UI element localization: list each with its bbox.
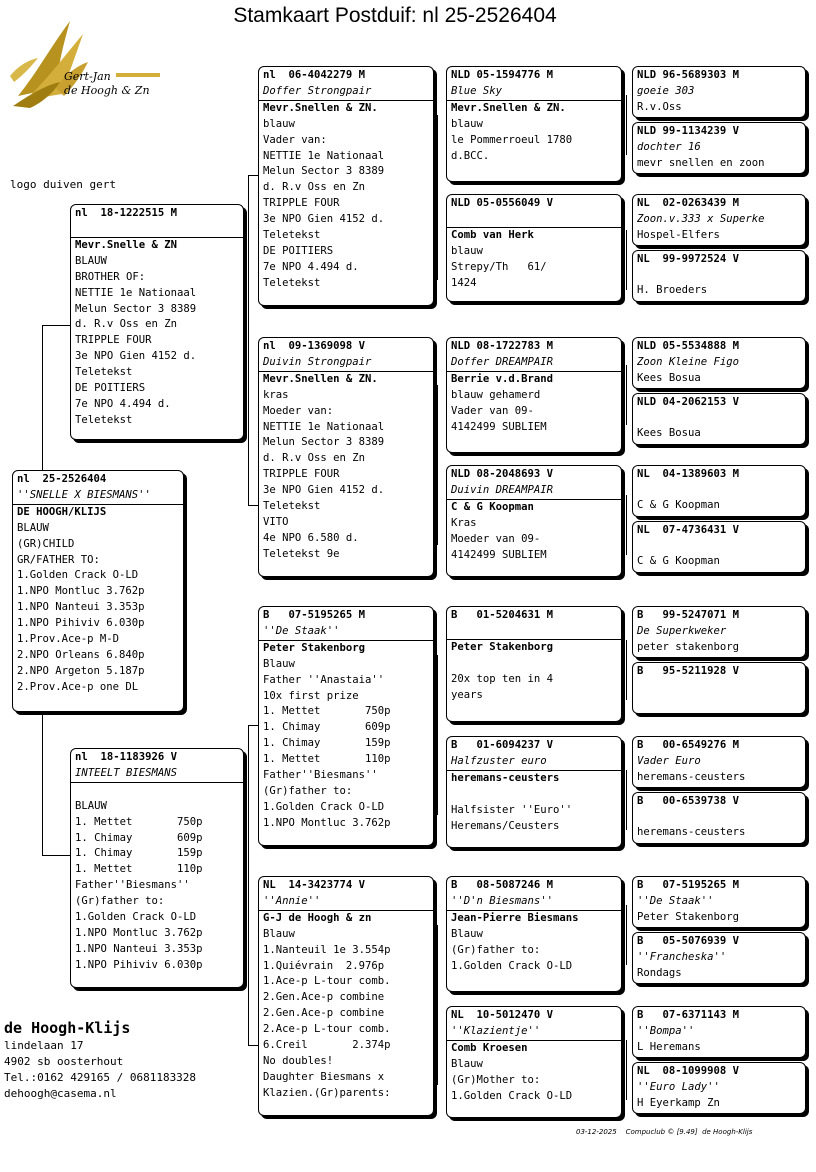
- pedigree-text-line: (GR)CHILD: [17, 537, 75, 550]
- owner-email: dehoogh@casema.nl: [4, 1087, 117, 1100]
- pedigree-text-line: Father''Biesmans'': [263, 769, 378, 782]
- pedigree-text-line: 1.Golden Crack O-LD: [263, 800, 385, 813]
- pigeon-name: [447, 212, 621, 228]
- pigeon-name: [637, 810, 801, 825]
- pedigree-text-line: C & G Koopman: [637, 554, 720, 567]
- breeder-name: Peter Stakenborg: [263, 641, 366, 654]
- pedigree-text-line: Father''Biesmans'': [75, 879, 190, 892]
- breeder-name: heremans-ceusters: [451, 771, 560, 784]
- breeder-name: Mevr.Snellen & ZN.: [451, 101, 566, 114]
- ring-number: NLD 08-2048693 V: [451, 468, 554, 480]
- pedigree-text-line: Kees Bosua: [637, 371, 701, 384]
- pedigree-card: [446, 337, 622, 453]
- pedigree-text-line: blauw: [263, 117, 295, 130]
- breeder-name: Comb Kroesen: [451, 1041, 528, 1054]
- pedigree-text-line: 1.NPO Pihiviv 6.030p: [17, 617, 145, 630]
- pedigree-text-line: Blauw: [263, 927, 295, 940]
- pedigree-text-line: d.BCC.: [451, 149, 490, 162]
- pigeon-name: dochter 16: [637, 140, 701, 153]
- pedigree-card: [258, 337, 434, 577]
- pedigree-text-line: Teletekst: [75, 413, 133, 426]
- ring-number: B 07-5195265 M: [637, 879, 740, 891]
- ring-number: B 07-5195265 M: [263, 609, 366, 621]
- pedigree-text-line: 1.Quiévrain 2.976p: [263, 959, 385, 972]
- pedigree-text-line: Blauw: [451, 1057, 483, 1070]
- pedigree-card: [632, 736, 806, 788]
- pedigree-card: [70, 748, 244, 988]
- pedigree-card: [70, 204, 244, 440]
- pedigree-text-line: d. R.v Oss en Zn: [263, 452, 366, 465]
- pedigree-card: [258, 66, 434, 306]
- pedigree-text-line: 2.Gen.Ace-p combine: [263, 1007, 385, 1020]
- ring-number: B 00-6539738 V: [637, 795, 740, 807]
- pedigree-text-line: Teletekst: [263, 500, 321, 513]
- pedigree-text-line: Teletekst 9e: [263, 547, 340, 560]
- pedigree-text-line: 4142499 SUBLIEM: [451, 420, 547, 433]
- ring-number: nl 09-1369098 V: [263, 340, 366, 352]
- breeder-name: Berrie v.d.Brand: [451, 372, 554, 385]
- pedigree-text-line: (Gr)father to:: [263, 784, 353, 797]
- connector: [626, 95, 627, 155]
- pigeon-name: Zoon Kleine Figo: [637, 355, 740, 368]
- pedigree-card: [258, 606, 434, 846]
- pedigree-text-line: 3e NPO Gien 4152 d.: [75, 350, 197, 363]
- pedigree-card: [446, 876, 622, 992]
- connector: [437, 385, 438, 545]
- pedigree-card: [632, 1006, 806, 1058]
- pedigree-text-line: Blauw: [263, 657, 295, 670]
- pedigree-text-line: peter stakenborg: [637, 640, 740, 653]
- pedigree-text-line: Heremans/Ceusters: [451, 819, 560, 832]
- pigeon-name: Halfzuster euro: [447, 754, 621, 771]
- owner-name: de Hoogh-Klijs: [4, 1019, 131, 1037]
- pigeon-name: ''Francheska'': [637, 950, 727, 963]
- pedigree-text-line: 4142499 SUBLIEM: [451, 548, 547, 561]
- pedigree-text-line: 1.Golden Crack O-LD: [75, 911, 197, 924]
- club-logo: [8, 16, 168, 116]
- pigeon-name: ''D'n Biesmans'': [447, 894, 621, 911]
- ring-number: NL 14-3423774 V: [263, 879, 366, 891]
- pedigree-text-line: C & G Koopman: [637, 498, 720, 511]
- pedigree-text-line: R.v.Oss: [637, 100, 682, 113]
- pedigree-text-line: 4e NPO 6.580 d.: [263, 531, 359, 544]
- breeder-name: Mevr.Snellen & ZN.: [263, 101, 378, 114]
- pedigree-text-line: DE POITIERS: [263, 244, 334, 257]
- pedigree-text-line: 1. Chimay 609p: [263, 721, 391, 734]
- connector: [248, 175, 249, 505]
- pedigree-text-line: Teletekst: [75, 366, 133, 379]
- pedigree-text-line: heremans-ceusters: [637, 770, 746, 783]
- pedigree-card: [632, 521, 806, 573]
- pedigree-card: [12, 470, 184, 712]
- pedigree-text-line: Teletekst: [263, 229, 321, 242]
- pedigree-text-line: 7e NPO 4.494 d.: [263, 260, 359, 273]
- pigeon-name: Doffer Strongpair: [259, 84, 433, 101]
- pedigree-text-line: 2.NPO Argeton 5.187p: [17, 664, 145, 677]
- pedigree-text-line: Melun Sector 3 8389: [75, 302, 197, 315]
- pedigree-text-line: 1. Mettet 750p: [263, 705, 391, 718]
- pedigree-text-line: TRIPPLE FOUR: [263, 197, 340, 210]
- pedigree-text-line: (Gr)Mother to:: [451, 1073, 541, 1086]
- pedigree-text-line: d. R.v Oss en Zn: [75, 318, 178, 331]
- pedigree-text-line: 1. Mettet 110p: [75, 863, 203, 876]
- pedigree-card: [632, 393, 806, 445]
- pedigree-text-line: 1.Prov.Ace-p M-D: [17, 633, 120, 646]
- owner-address-line: lindelaan 17: [4, 1039, 84, 1052]
- pedigree-card: [446, 194, 622, 302]
- pedigree-text-line: TRIPPLE FOUR: [75, 334, 152, 347]
- connector: [626, 1040, 627, 1100]
- pedigree-text-line: 1.Nanteuil 1e 3.554p: [263, 943, 391, 956]
- pedigree-text-line: Teletekst: [263, 276, 321, 289]
- breeder-name: G-J de Hoogh & zn: [263, 911, 372, 924]
- breeder-name: Mevr.Snelle & ZN: [75, 238, 178, 251]
- pedigree-text-line: le Pommerroeul 1780: [451, 133, 573, 146]
- pedigree-card: [632, 465, 806, 517]
- connector: [626, 640, 627, 700]
- pedigree-text-line: blauw: [451, 244, 483, 257]
- pedigree-text-line: DE POITIERS: [75, 382, 146, 395]
- pedigree-text-line: 1424: [451, 276, 477, 289]
- ring-number: NL 10-5012470 V: [451, 1009, 554, 1021]
- pigeon-name: Duivin DREAMPAIR: [447, 483, 621, 500]
- page-title: Stamkaart Postduif: nl 25-2526404: [233, 4, 557, 27]
- pedigree-text-line: VITO: [263, 515, 289, 528]
- pedigree-text-line: 1.NPO Montluc 3.762p: [17, 585, 145, 598]
- pigeon-name: ''De Staak'': [259, 624, 433, 641]
- pedigree-text-line: 1.NPO Nanteui 3.353p: [75, 942, 203, 955]
- pigeon-name: [637, 539, 801, 554]
- pedigree-text-line: Father ''Anastaia'': [263, 673, 385, 686]
- pedigree-text-line: Kees Bosua: [637, 426, 701, 439]
- pigeon-name: Duivin Strongpair: [259, 355, 433, 372]
- pigeon-name: Zoon.v.333 x Superke: [637, 212, 765, 225]
- ring-number: NL 07-4736431 V: [637, 524, 740, 536]
- pedigree-text-line: Rondags: [637, 966, 682, 979]
- pedigree-text-line: blauw: [451, 117, 483, 130]
- pigeon-name: ''Annie'': [259, 894, 433, 911]
- pigeon-name: goeie 303: [637, 84, 695, 97]
- pedigree-text-line: H. Broeders: [637, 283, 708, 296]
- pigeon-name: ''Bompa'': [637, 1024, 695, 1037]
- pedigree-card: [446, 736, 622, 848]
- pedigree-card: [632, 66, 806, 118]
- owner-address-line: 4902 sb oosterhout: [4, 1055, 124, 1068]
- pedigree-text-line: [451, 787, 617, 803]
- pigeon-name: [637, 268, 801, 283]
- pigeon-name: [447, 624, 621, 640]
- pigeon-name: [637, 411, 801, 426]
- ring-number: B 07-6371143 M: [637, 1009, 740, 1021]
- owner-phone: Tel.:0162 429165 / 0681183328: [4, 1071, 197, 1084]
- connector: [626, 365, 627, 425]
- pedigree-text-line: 1.NPO Montluc 3.762p: [75, 926, 203, 939]
- footer-credit: 03-12-2025 Compuclub © [9.49] de Hoogh-Klijs: [576, 1128, 753, 1136]
- breeder-name: Peter Stakenborg: [451, 640, 554, 653]
- pedigree-text-line: NETTIE 1e Nationaal: [75, 286, 197, 299]
- pedigree-text-line: 3e NPO Gien 4152 d.: [263, 213, 385, 226]
- dove-icon: [8, 16, 168, 116]
- pedigree-text-line: No doubles!: [263, 1054, 334, 1067]
- pedigree-text-line: 2.Gen.Ace-p combine: [263, 991, 385, 1004]
- connector: [42, 325, 70, 326]
- pedigree-card: [632, 122, 806, 174]
- ring-number: NL 02-0263439 M: [637, 197, 740, 209]
- pedigree-card: [446, 1006, 622, 1118]
- ring-number: NLD 99-1134239 V: [637, 125, 740, 137]
- pedigree-card: [632, 337, 806, 389]
- pigeon-name: Blue Sky: [447, 84, 621, 101]
- pedigree-text-line: Moeder van:: [263, 404, 334, 417]
- pedigree-text-line: 1. Chimay 609p: [75, 831, 203, 844]
- pedigree-card: [446, 606, 622, 722]
- ring-number: B 00-6549276 M: [637, 739, 740, 751]
- pedigree-text-line: NETTIE 1e Nationaal: [263, 149, 385, 162]
- pedigree-text-line: 1.NPO Montluc 3.762p: [263, 816, 391, 829]
- pedigree-text-line: BLAUW: [75, 254, 107, 267]
- ring-number: nl 18-1183926 V: [75, 751, 178, 763]
- pedigree-text-line: Blauw: [451, 927, 483, 940]
- pedigree-text-line: Moeder van 09-: [451, 532, 541, 545]
- ring-number: B 01-6094237 V: [451, 739, 554, 751]
- pedigree-text-line: Daughter Biesmans x: [263, 1070, 385, 1083]
- ring-number: NL 08-1099908 V: [637, 1065, 740, 1077]
- connector: [626, 230, 627, 290]
- logo-line1: Gert-Jan: [64, 70, 111, 83]
- pedigree-text-line: 1.Golden Crack O-LD: [451, 959, 573, 972]
- connector: [248, 175, 258, 176]
- connector: [437, 115, 438, 280]
- ring-number: NL 99-9972524 V: [637, 253, 740, 265]
- pedigree-text-line: Hospel-Elfers: [637, 228, 720, 241]
- owner-address-block: [4, 1018, 196, 1102]
- ring-number: B 01-5204631 M: [451, 609, 554, 621]
- pedigree-text-line: Vader van 09-: [451, 404, 534, 417]
- pedigree-text-line: (Gr)father to:: [451, 943, 541, 956]
- pedigree-text-line: TRIPPLE FOUR: [263, 468, 340, 481]
- pedigree-text-line: 2.Prov.Ace-p one DL: [17, 680, 139, 693]
- pigeon-name: INTEELT BIESMANS: [71, 766, 243, 783]
- ring-number: B 95-5211928 V: [637, 665, 740, 677]
- pedigree-text-line: blauw gehamerd: [451, 388, 541, 401]
- pedigree-text-line: [75, 783, 239, 799]
- pedigree-text-line: 2.NPO Orleans 6.840p: [17, 648, 145, 661]
- pedigree-text-line: (Gr)father to:: [75, 895, 165, 908]
- ring-number: NLD 05-1594776 M: [451, 69, 554, 81]
- ring-number: NLD 08-1722783 M: [451, 340, 554, 352]
- pedigree-text-line: 7e NPO 4.494 d.: [75, 397, 171, 410]
- connector: [42, 855, 70, 856]
- ring-number: NLD 05-5534888 M: [637, 340, 740, 352]
- ring-number: B 08-5087246 M: [451, 879, 554, 891]
- connector: [437, 655, 438, 815]
- pedigree-text-line: 1. Mettet 750p: [75, 815, 203, 828]
- pigeon-name: [71, 222, 243, 238]
- pedigree-card: [632, 792, 806, 844]
- connector: [626, 495, 627, 555]
- pedigree-card: [632, 606, 806, 658]
- breeder-name: Comb van Herk: [451, 228, 534, 241]
- pedigree-text-line: H Eyerkamp Zn: [637, 1096, 720, 1109]
- connector: [42, 325, 43, 470]
- connector: [248, 725, 258, 726]
- pedigree-text-line: Kras: [451, 516, 477, 529]
- pigeon-name: [637, 680, 801, 695]
- ring-number: B 99-5247071 M: [637, 609, 740, 621]
- pedigree-text-line: Halfsister ''Euro'': [451, 803, 573, 816]
- pedigree-text-line: Klazien.(Gr)parents:: [263, 1086, 391, 1099]
- connector: [248, 505, 258, 506]
- pedigree-text-line: 1.NPO Nanteui 3.353p: [17, 601, 145, 614]
- pedigree-text-line: [637, 695, 801, 711]
- pigeon-name: ''De Staak'': [637, 894, 714, 907]
- pedigree-text-line: 3e NPO Gien 4152 d.: [263, 484, 385, 497]
- ring-number: NLD 05-0556049 V: [451, 197, 554, 209]
- pedigree-card: [258, 876, 434, 1116]
- pedigree-text-line: 1. Chimay 159p: [263, 737, 391, 750]
- pedigree-text-line: BROTHER OF:: [75, 270, 146, 283]
- pigeon-name: ''Euro Lady'': [637, 1080, 720, 1093]
- ring-number: NLD 04-2062153 V: [637, 396, 740, 408]
- connector: [248, 1045, 258, 1046]
- pedigree-text-line: Peter Stakenborg: [637, 910, 740, 923]
- pedigree-text-line: mevr snellen en zoon: [637, 156, 765, 169]
- pedigree-text-line: GR/FATHER TO:: [17, 553, 100, 566]
- pedigree-text-line: L Heremans: [637, 1040, 701, 1053]
- connector: [437, 925, 438, 1085]
- pedigree-text-line: d. R.v Oss en Zn: [263, 181, 366, 194]
- pigeon-name: [637, 483, 801, 498]
- breeder-name: Mevr.Snellen & ZN.: [263, 372, 378, 385]
- pedigree-text-line: Melun Sector 3 8389: [263, 436, 385, 449]
- pedigree-card: [632, 876, 806, 928]
- connector: [626, 905, 627, 965]
- pedigree-text-line: 20x top ten in 4: [451, 672, 554, 685]
- pedigree-text-line: Vader van:: [263, 133, 327, 146]
- breeder-name: DE HOOGH/KLIJS: [17, 505, 107, 518]
- pigeon-name: De Superkweker: [637, 624, 727, 637]
- pedigree-text-line: years: [451, 688, 483, 701]
- pedigree-text-line: BLAUW: [17, 521, 49, 534]
- connector: [42, 710, 43, 855]
- pedigree-text-line: 1. Mettet 110p: [263, 753, 391, 766]
- pedigree-card: [632, 194, 806, 246]
- pigeon-name: ''Klazientje'': [447, 1024, 621, 1041]
- pedigree-card: [446, 66, 622, 182]
- pedigree-text-line: 1. Chimay 159p: [75, 847, 203, 860]
- pedigree-text-line: Melun Sector 3 8389: [263, 165, 385, 178]
- pedigree-card: [446, 465, 622, 577]
- pedigree-text-line: kras: [263, 388, 289, 401]
- pedigree-card: [632, 932, 806, 984]
- pedigree-text-line: heremans-ceusters: [637, 825, 746, 838]
- logo-line2: de Hoogh & Zn: [64, 84, 150, 97]
- pedigree-text-line: 1.Ace-p L-tour comb.: [263, 975, 391, 988]
- logo-caption: logo duiven gert: [10, 178, 116, 191]
- pedigree-card: [632, 250, 806, 302]
- pedigree-card: [632, 662, 806, 714]
- pedigree-text-line: 6.Creil 2.374p: [263, 1039, 391, 1052]
- breeder-name: C & G Koopman: [451, 500, 534, 513]
- pedigree-text-line: 10x first prize: [263, 689, 359, 702]
- pigeon-name: Vader Euro: [637, 754, 701, 767]
- pedigree-text-line: [451, 656, 617, 672]
- pedigree-text-line: 1.NPO Pihiviv 6.030p: [75, 958, 203, 971]
- pigeon-name: Doffer DREAMPAIR: [447, 355, 621, 372]
- ring-number: B 05-5076939 V: [637, 935, 740, 947]
- pedigree-text-line: 1.Golden Crack O-LD: [451, 1089, 573, 1102]
- pedigree-text-line: 1.Golden Crack O-LD: [17, 569, 139, 582]
- pedigree-card: [632, 1062, 806, 1114]
- ring-number: NL 04-1389603 M: [637, 468, 740, 480]
- ring-number: NLD 96-5689303 M: [637, 69, 740, 81]
- breeder-name: Jean-Pierre Biesmans: [451, 911, 579, 924]
- pigeon-name: ''SNELLE X BIESMANS'': [13, 488, 183, 505]
- pedigree-text-line: 2.Ace-p L-tour comb.: [263, 1023, 391, 1036]
- pedigree-text-line: BLAUW: [75, 799, 107, 812]
- ring-number: nl 18-1222515 M: [75, 207, 178, 219]
- ring-number: nl 06-4042279 M: [263, 69, 366, 81]
- pedigree-text-line: Strepy/Th 61/: [451, 260, 547, 273]
- ring-number: nl 25-2526404: [17, 473, 107, 485]
- connector: [248, 725, 249, 1045]
- connector: [626, 770, 627, 830]
- pedigree-text-line: NETTIE 1e Nationaal: [263, 420, 385, 433]
